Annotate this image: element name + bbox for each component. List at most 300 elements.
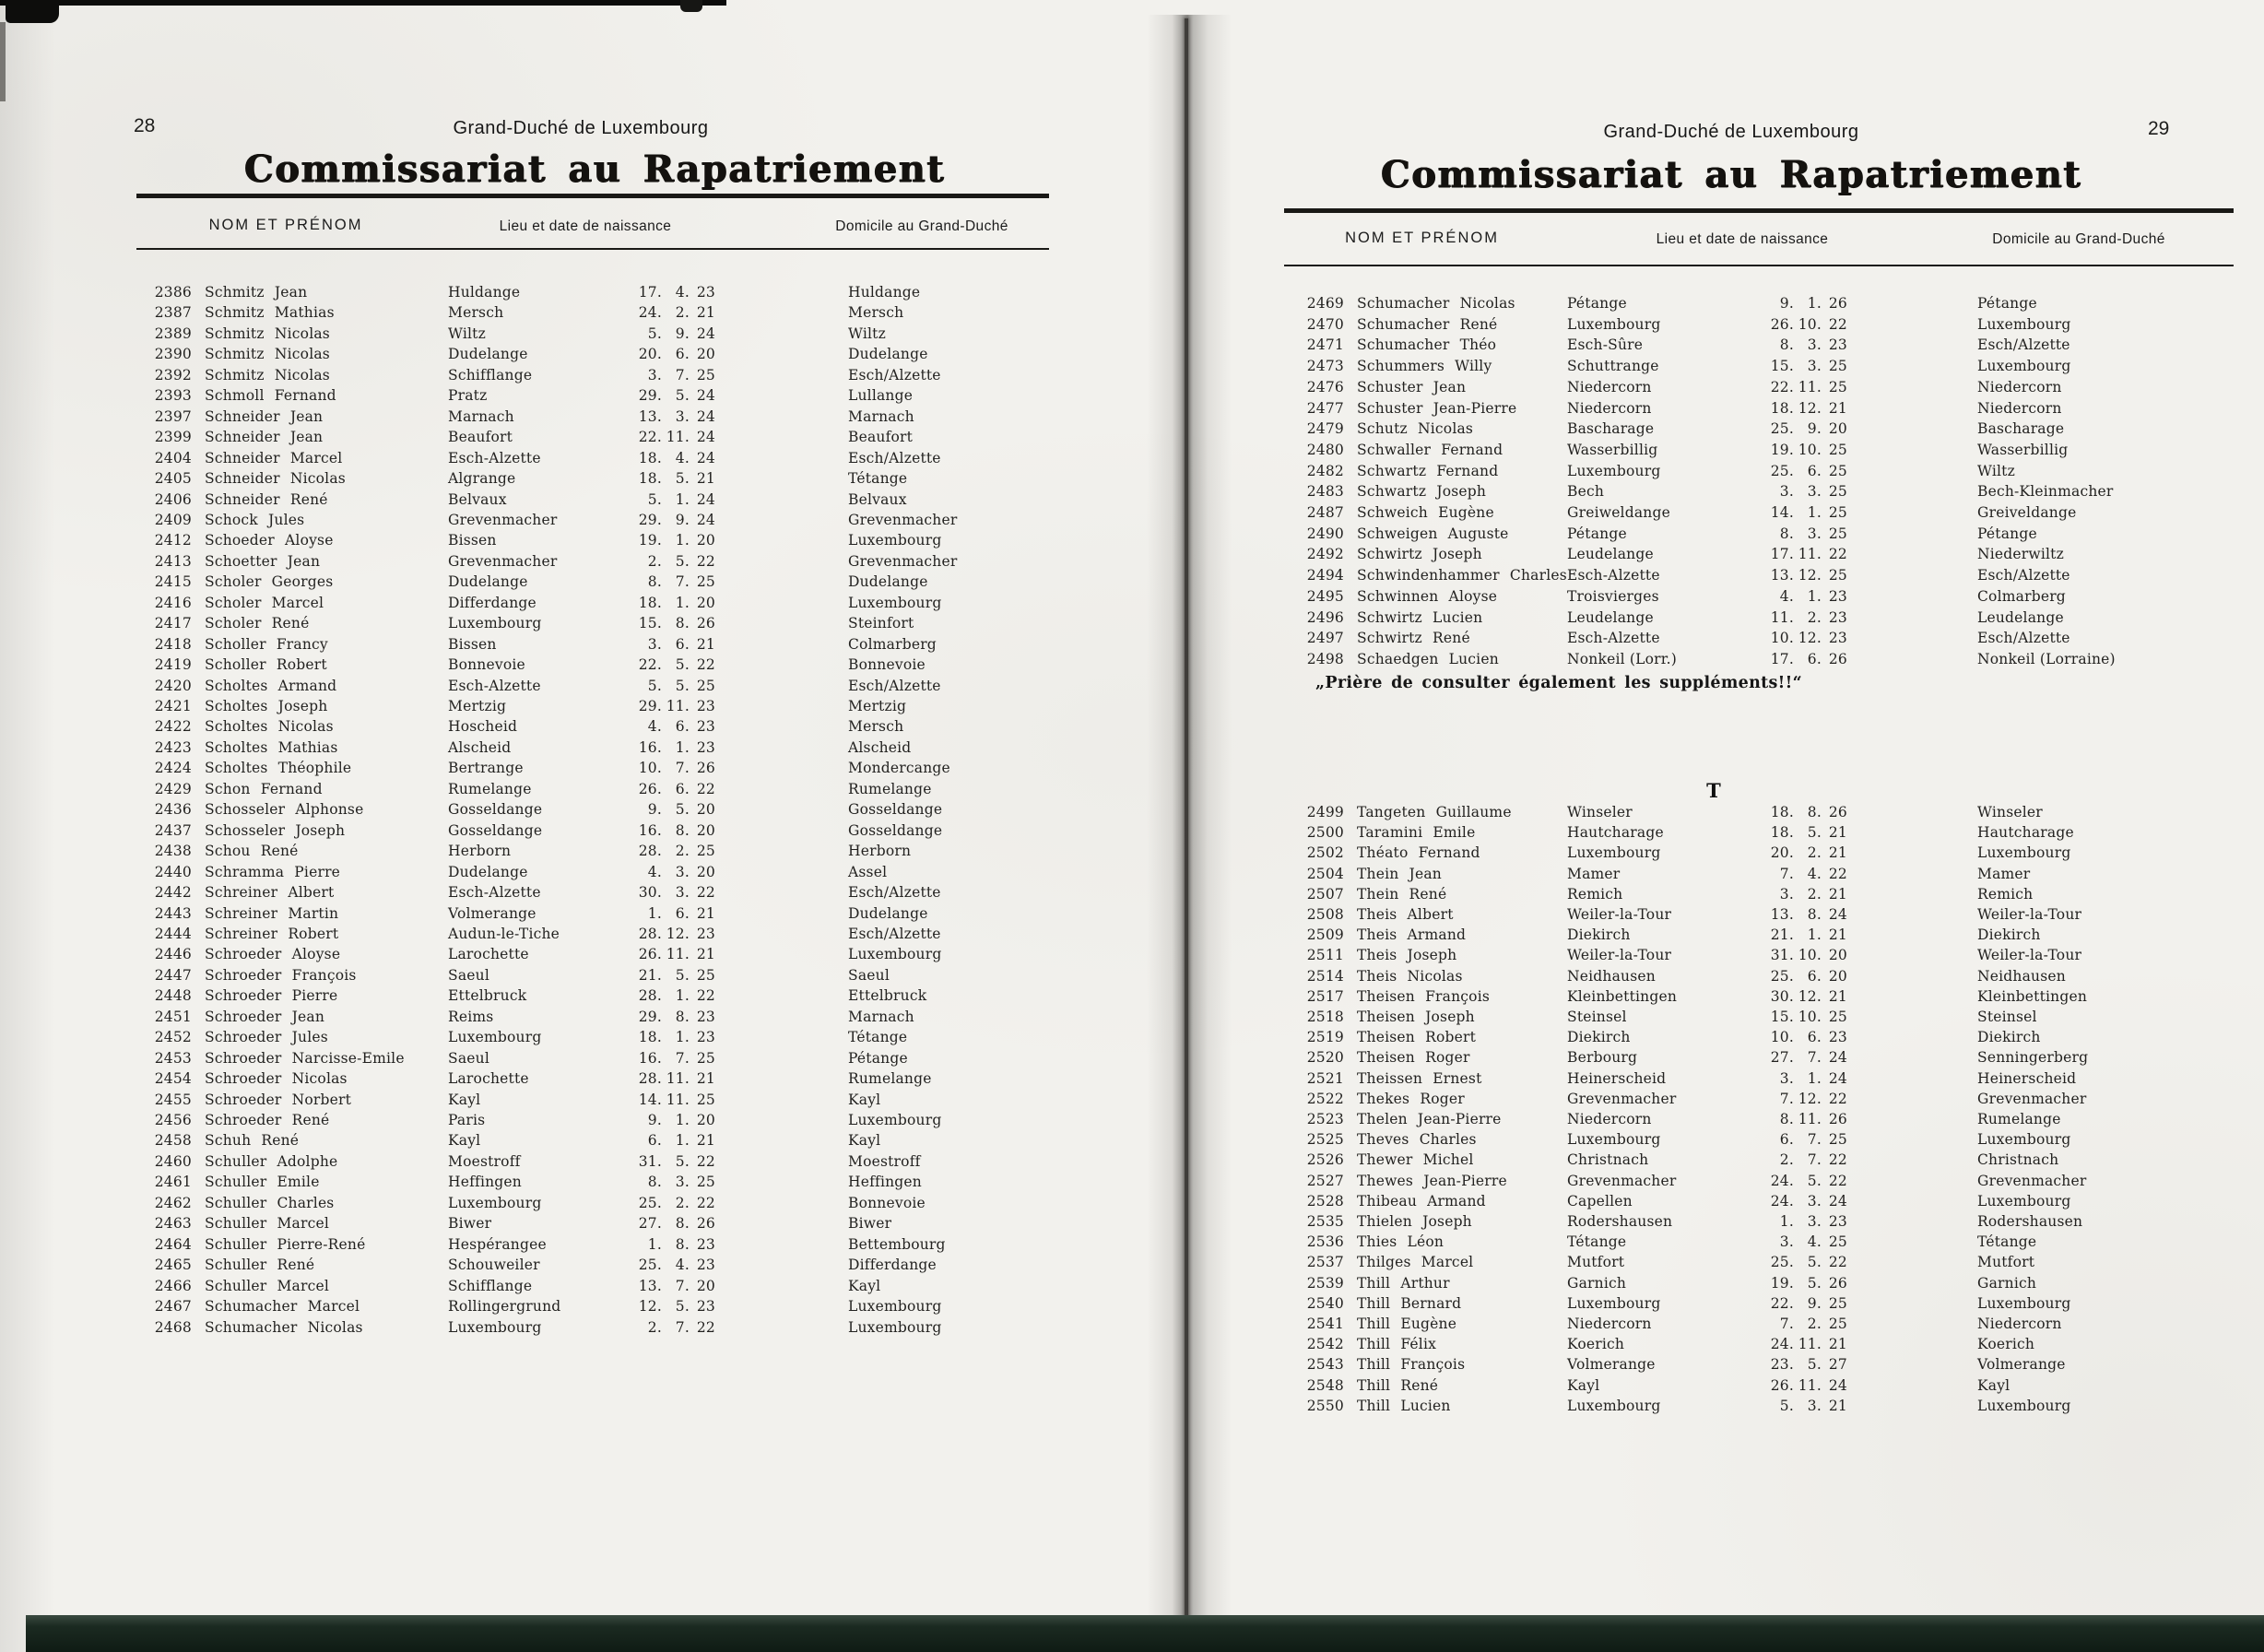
cell-month: 1. bbox=[675, 1112, 690, 1128]
cell-dom: Pétange bbox=[848, 1050, 908, 1067]
page-number-left: 28 bbox=[134, 115, 156, 136]
cell-num: 2518 bbox=[1306, 1009, 1344, 1025]
table-row bbox=[0, 1009, 2264, 1029]
cell-year: 25 bbox=[696, 573, 715, 590]
cell-dom: Rumelange bbox=[1977, 1111, 2061, 1127]
cell-num: 2442 bbox=[154, 884, 192, 901]
cell-birth: Kleinbettingen bbox=[1567, 988, 1678, 1005]
cell-year: 21 bbox=[696, 470, 715, 487]
cell-dom: Assel bbox=[848, 864, 888, 880]
cell-day: 26. bbox=[1770, 1377, 1794, 1394]
cell-num: 2519 bbox=[1306, 1029, 1344, 1045]
cell-dom: Weiler-la-Tour bbox=[1977, 906, 2082, 923]
cell-year: 20 bbox=[696, 346, 715, 362]
cell-day: 1. bbox=[647, 905, 662, 922]
cell-day: 17. bbox=[1770, 546, 1794, 562]
cell-name: Schroeder René bbox=[205, 1112, 330, 1128]
cell-year: 26 bbox=[1828, 804, 1847, 820]
cell-birth: Heinerscheid bbox=[1567, 1070, 1667, 1087]
cell-month: 1. bbox=[1807, 1070, 1822, 1087]
cell-dom: Tétange bbox=[848, 1029, 908, 1045]
cell-dom: Rumelange bbox=[848, 781, 932, 797]
cell-name: Schuller Charles bbox=[205, 1195, 335, 1211]
cell-year: 24 bbox=[696, 387, 715, 404]
cell-num: 2393 bbox=[154, 387, 192, 404]
cell-dom: Beaufort bbox=[848, 429, 914, 445]
cell-num: 2550 bbox=[1306, 1398, 1344, 1414]
cell-month: 5. bbox=[675, 553, 690, 570]
region-header-left: Grand-Duché de Luxembourg bbox=[453, 118, 709, 138]
cell-dom: Kayl bbox=[848, 1278, 881, 1294]
cell-name: Théato Fernand bbox=[1357, 844, 1480, 861]
table-row bbox=[0, 947, 2264, 967]
cell-day: 28. bbox=[638, 987, 662, 1004]
cell-name: Schock Jules bbox=[205, 512, 305, 528]
cell-birth: Niedercorn bbox=[1567, 1111, 1652, 1127]
cell-birth: Grevenmacher bbox=[1567, 1091, 1677, 1107]
cell-name: Schreiner Albert bbox=[205, 884, 335, 901]
cell-name: Theis Joseph bbox=[1357, 947, 1457, 963]
cell-year: 25 bbox=[696, 843, 715, 859]
cell-birth: Mutfort bbox=[1567, 1254, 1625, 1270]
cell-birth: Weiler-la-Tour bbox=[1567, 906, 1672, 923]
cell-dom: Luxembourg bbox=[1977, 1398, 2071, 1414]
cell-dom: Christnach bbox=[1977, 1151, 2059, 1168]
cell-day: 17. bbox=[638, 284, 662, 301]
cell-month: 5. bbox=[1807, 1254, 1822, 1270]
cell-num: 2523 bbox=[1306, 1111, 1344, 1127]
cell-day: 4. bbox=[647, 718, 662, 735]
cell-num: 2405 bbox=[154, 470, 192, 487]
cell-dom: Marnach bbox=[848, 408, 914, 425]
cell-month: 8. bbox=[1807, 906, 1822, 923]
cell-birth: Niedercorn bbox=[1567, 1316, 1652, 1332]
cell-dom: Luxembourg bbox=[1977, 358, 2071, 374]
table-row bbox=[0, 1091, 2264, 1111]
cell-year: 21 bbox=[1828, 926, 1847, 943]
cell-name: Schneider Marcel bbox=[205, 450, 343, 466]
cell-day: 25. bbox=[1770, 463, 1794, 479]
cell-month: 6. bbox=[675, 781, 690, 797]
cell-day: 7. bbox=[1779, 1316, 1794, 1332]
cell-num: 2514 bbox=[1306, 968, 1344, 985]
cell-name: Schneider Nicolas bbox=[205, 470, 346, 487]
cell-dom: Diekirch bbox=[1977, 1029, 2041, 1045]
cell-num: 2424 bbox=[154, 760, 192, 776]
cell-num: 2482 bbox=[1306, 463, 1344, 479]
cell-year: 26 bbox=[1828, 1275, 1847, 1292]
cell-num: 2387 bbox=[154, 304, 192, 321]
cell-year: 25 bbox=[1828, 1009, 1847, 1025]
cell-year: 25 bbox=[1828, 1131, 1847, 1148]
column-header-name-right: NOM ET PRÉNOM bbox=[1345, 230, 1499, 246]
table-row bbox=[0, 866, 2264, 886]
cell-month: 7. bbox=[675, 367, 690, 384]
cell-num: 2406 bbox=[154, 491, 192, 508]
cell-birth: Volmerange bbox=[448, 905, 537, 922]
cell-year: 21 bbox=[1828, 400, 1847, 417]
cell-dom: Bonnevoie bbox=[848, 656, 926, 673]
cell-year: 24 bbox=[1828, 1049, 1847, 1066]
cell-day: 7. bbox=[1779, 1091, 1794, 1107]
cell-birth: Berbourg bbox=[1567, 1049, 1638, 1066]
table-row bbox=[0, 1049, 2264, 1069]
cell-dom: Tétange bbox=[1977, 1233, 2037, 1250]
cell-dom: Moestroff bbox=[848, 1153, 921, 1170]
cell-name: Schreiner Martin bbox=[205, 905, 339, 922]
cell-num: 2460 bbox=[154, 1153, 192, 1170]
cell-num: 2471 bbox=[1306, 336, 1344, 353]
table-row bbox=[0, 1213, 2264, 1233]
cell-year: 22 bbox=[696, 1319, 715, 1336]
cell-birth: Ettelbruck bbox=[448, 987, 527, 1004]
cell-month: 5. bbox=[675, 387, 690, 404]
cell-month: 5. bbox=[675, 801, 690, 818]
cell-name: Schroeder Narcisse-Emile bbox=[205, 1050, 405, 1067]
cell-month: 11. bbox=[1798, 1377, 1822, 1394]
cell-day: 3. bbox=[1779, 1070, 1794, 1087]
cell-year: 21 bbox=[696, 946, 715, 962]
cell-name: Thill Félix bbox=[1357, 1336, 1437, 1352]
cell-name: Schweich Eugène bbox=[1357, 504, 1494, 521]
cell-birth: Christnach bbox=[1567, 1151, 1649, 1168]
cell-dom: Volmerange bbox=[1977, 1356, 2066, 1373]
cell-day: 8. bbox=[647, 573, 662, 590]
cell-month: 8. bbox=[675, 615, 690, 631]
cell-birth: Pétange bbox=[1567, 525, 1627, 542]
cell-month: 10. bbox=[1798, 947, 1822, 963]
cell-num: 2446 bbox=[154, 946, 192, 962]
cell-num: 2390 bbox=[154, 346, 192, 362]
cell-dom: Niedercorn bbox=[1977, 1316, 2062, 1332]
cell-year: 25 bbox=[1828, 442, 1847, 458]
cell-name: Theis Albert bbox=[1357, 906, 1454, 923]
cell-birth: Herborn bbox=[448, 843, 512, 859]
cell-month: 4. bbox=[1807, 866, 1822, 882]
cell-birth: Larochette bbox=[448, 946, 529, 962]
cell-day: 16. bbox=[638, 822, 662, 839]
cell-month: 6. bbox=[675, 905, 690, 922]
cell-birth: Moestroff bbox=[448, 1153, 521, 1170]
cell-year: 22 bbox=[1828, 866, 1847, 882]
cell-year: 25 bbox=[1828, 358, 1847, 374]
cell-day: 18. bbox=[1770, 400, 1794, 417]
cell-year: 25 bbox=[696, 367, 715, 384]
cell-name: Schuller Pierre-René bbox=[205, 1236, 366, 1253]
table-row bbox=[0, 1377, 2264, 1398]
cell-name: Thewes Jean-Pierre bbox=[1357, 1173, 1507, 1189]
cell-year: 21 bbox=[1828, 1336, 1847, 1352]
cell-year: 25 bbox=[1828, 567, 1847, 584]
table-row bbox=[0, 1151, 2264, 1172]
cell-month: 7. bbox=[1807, 1151, 1822, 1168]
cell-name: Scholler Robert bbox=[205, 656, 327, 673]
cell-num: 2527 bbox=[1306, 1173, 1344, 1189]
cell-day: 23. bbox=[1770, 1356, 1794, 1373]
cell-name: Schroeder François bbox=[205, 967, 357, 984]
cell-day: 29. bbox=[638, 512, 662, 528]
cell-num: 2436 bbox=[154, 801, 192, 818]
cell-month: 5. bbox=[675, 656, 690, 673]
cell-month: 2. bbox=[675, 1195, 690, 1211]
cell-num: 2500 bbox=[1306, 824, 1344, 841]
cell-month: 10. bbox=[1798, 1009, 1822, 1025]
cell-month: 7. bbox=[675, 1278, 690, 1294]
cell-num: 2526 bbox=[1306, 1151, 1344, 1168]
cell-month: 3. bbox=[1807, 483, 1822, 500]
cell-year: 24 bbox=[696, 450, 715, 466]
cell-day: 29. bbox=[638, 698, 662, 714]
cell-month: 3. bbox=[675, 408, 690, 425]
cell-name: Scholtes Armand bbox=[205, 678, 337, 694]
cell-name: Thielen Joseph bbox=[1357, 1213, 1472, 1230]
cell-day: 16. bbox=[638, 739, 662, 756]
cell-name: Schumacher Nicolas bbox=[1357, 295, 1515, 312]
cell-name: Scholer Marcel bbox=[205, 595, 324, 611]
cell-num: 2452 bbox=[154, 1029, 192, 1045]
cell-month: 7. bbox=[1807, 1131, 1822, 1148]
cell-num: 2543 bbox=[1306, 1356, 1344, 1373]
cell-dom: Kayl bbox=[848, 1092, 881, 1108]
cell-num: 2386 bbox=[154, 284, 192, 301]
cell-num: 2455 bbox=[154, 1092, 192, 1108]
cell-month: 1. bbox=[1807, 926, 1822, 943]
cell-name: Thein René bbox=[1357, 886, 1447, 903]
cell-year: 20 bbox=[696, 822, 715, 839]
cell-year: 22 bbox=[1828, 546, 1847, 562]
cell-birth: Niedercorn bbox=[1567, 379, 1652, 395]
cell-num: 2477 bbox=[1306, 400, 1344, 417]
cell-birth: Grevenmacher bbox=[448, 512, 558, 528]
cell-month: 3. bbox=[1807, 1193, 1822, 1210]
cell-month: 3. bbox=[675, 1174, 690, 1190]
cell-month: 1. bbox=[1807, 588, 1822, 605]
cell-month: 8. bbox=[1807, 804, 1822, 820]
cell-name: Theisen Robert bbox=[1357, 1029, 1477, 1045]
cell-year: 24 bbox=[1828, 906, 1847, 923]
cell-month: 3. bbox=[1807, 1213, 1822, 1230]
cell-month: 9. bbox=[675, 325, 690, 342]
cell-month: 8. bbox=[675, 1215, 690, 1232]
cell-month: 3. bbox=[1807, 1398, 1822, 1414]
cell-dom: Grevenmacher bbox=[848, 553, 958, 570]
cell-birth: Winseler bbox=[1567, 804, 1633, 820]
cell-dom: Dudelange bbox=[848, 346, 928, 362]
cell-num: 2444 bbox=[154, 926, 192, 942]
cell-month: 7. bbox=[1807, 1049, 1822, 1066]
cell-day: 10. bbox=[1770, 1029, 1794, 1045]
cell-month: 4. bbox=[1807, 1233, 1822, 1250]
cell-birth: Garnich bbox=[1567, 1275, 1627, 1292]
cell-dom: Esch/Alzette bbox=[1977, 630, 2070, 646]
cell-num: 2399 bbox=[154, 429, 192, 445]
cell-birth: Gosseldange bbox=[448, 801, 543, 818]
cell-day: 28. bbox=[638, 843, 662, 859]
cell-dom: Kayl bbox=[848, 1132, 881, 1149]
cell-year: 20 bbox=[696, 1278, 715, 1294]
cell-num: 2429 bbox=[154, 781, 192, 797]
cell-year: 22 bbox=[696, 884, 715, 901]
cell-month: 11. bbox=[1798, 546, 1822, 562]
cell-name: Schroeder Aloyse bbox=[205, 946, 341, 962]
cell-day: 25. bbox=[638, 1257, 662, 1273]
cell-num: 2483 bbox=[1306, 483, 1344, 500]
cell-month: 6. bbox=[675, 718, 690, 735]
cell-day: 5. bbox=[1779, 1398, 1794, 1414]
table-row bbox=[0, 1173, 2264, 1193]
cell-year: 25 bbox=[1828, 1295, 1847, 1312]
cell-num: 2461 bbox=[154, 1174, 192, 1190]
cell-num: 2462 bbox=[154, 1195, 192, 1211]
cell-name: Schmitz Mathias bbox=[205, 304, 335, 321]
cell-name: Thewer Michel bbox=[1357, 1151, 1474, 1168]
cell-num: 2548 bbox=[1306, 1377, 1344, 1394]
cell-dom: Steinsel bbox=[1977, 1009, 2037, 1025]
cell-name: Schroeder Nicolas bbox=[205, 1070, 348, 1087]
cell-birth: Audun-le-Tiche bbox=[448, 926, 560, 942]
cell-year: 21 bbox=[696, 304, 715, 321]
cell-num: 2496 bbox=[1306, 609, 1344, 626]
cell-year: 22 bbox=[1828, 316, 1847, 333]
cell-name: Schuller Adolphe bbox=[205, 1153, 338, 1170]
cell-month: 8. bbox=[675, 1009, 690, 1025]
cell-month: 2. bbox=[675, 843, 690, 859]
cell-month: 1. bbox=[1807, 504, 1822, 521]
cell-num: 2419 bbox=[154, 656, 192, 673]
cell-year: 23 bbox=[1828, 630, 1847, 646]
cell-num: 2498 bbox=[1306, 651, 1344, 667]
cell-dom: Luxembourg bbox=[848, 532, 942, 549]
table-row bbox=[0, 844, 2264, 865]
cell-year: 23 bbox=[696, 718, 715, 735]
cell-day: 8. bbox=[1779, 525, 1794, 542]
cell-month: 5. bbox=[675, 1153, 690, 1170]
cell-year: 25 bbox=[696, 967, 715, 984]
cell-dom: Nonkeil (Lorraine) bbox=[1977, 651, 2116, 667]
cell-day: 18. bbox=[638, 595, 662, 611]
cell-name: Schroeder Norbert bbox=[205, 1092, 352, 1108]
table-row bbox=[0, 1275, 2264, 1295]
cell-day: 13. bbox=[1770, 906, 1794, 923]
cell-num: 2467 bbox=[154, 1298, 192, 1315]
cell-dom: Gosseldange bbox=[848, 822, 943, 839]
cell-month: 7. bbox=[675, 1050, 690, 1067]
cell-day: 24. bbox=[638, 304, 662, 321]
cell-num: 2389 bbox=[154, 325, 192, 342]
cell-month: 5. bbox=[675, 470, 690, 487]
table-row bbox=[0, 804, 2264, 824]
cell-year: 23 bbox=[696, 1236, 715, 1253]
cell-num: 2413 bbox=[154, 553, 192, 570]
cell-month: 5. bbox=[1807, 1275, 1822, 1292]
cell-month: 12. bbox=[666, 926, 690, 942]
cell-name: Thill François bbox=[1357, 1356, 1466, 1373]
cell-name: Scholler Francy bbox=[205, 636, 328, 653]
cell-name: Schutz Nicolas bbox=[1357, 420, 1474, 437]
cell-birth: Luxembourg bbox=[1567, 463, 1661, 479]
cell-name: Schreiner Robert bbox=[205, 926, 339, 942]
cell-month: 6. bbox=[1807, 463, 1822, 479]
cell-month: 1. bbox=[675, 1029, 690, 1045]
cell-year: 20 bbox=[1828, 968, 1847, 985]
cell-day: 29. bbox=[638, 1009, 662, 1025]
cell-month: 4. bbox=[675, 450, 690, 466]
supplements-note: „Prière de consulter également les suppléments!!“ bbox=[1315, 674, 1802, 692]
cell-dom: Senningerberg bbox=[1977, 1049, 2089, 1066]
cell-month: 6. bbox=[1807, 1029, 1822, 1045]
cell-name: Schwaller Fernand bbox=[1357, 442, 1503, 458]
cell-year: 21 bbox=[1828, 824, 1847, 841]
cell-year: 25 bbox=[1828, 504, 1847, 521]
cell-day: 21. bbox=[1770, 926, 1794, 943]
cell-day: 18. bbox=[638, 470, 662, 487]
cell-dom: Rodershausen bbox=[1977, 1213, 2083, 1230]
cell-year: 23 bbox=[1828, 1213, 1847, 1230]
cell-dom: Diekirch bbox=[1977, 926, 2041, 943]
cell-name: Schumacher Théo bbox=[1357, 336, 1497, 353]
cell-dom: Mersch bbox=[848, 718, 904, 735]
cell-num: 2418 bbox=[154, 636, 192, 653]
cell-birth: Pratz bbox=[448, 387, 488, 404]
cell-dom: Grevenmacher bbox=[1977, 1173, 2087, 1189]
column-header-birth-left: Lieu et date de naissance bbox=[499, 218, 672, 234]
cell-name: Scholer René bbox=[205, 615, 310, 631]
cell-name: Schummers Willy bbox=[1357, 358, 1492, 374]
cell-year: 25 bbox=[1828, 1316, 1847, 1332]
cell-year: 21 bbox=[696, 1132, 715, 1149]
cell-num: 2469 bbox=[1306, 295, 1344, 312]
cell-year: 25 bbox=[1828, 525, 1847, 542]
cell-name: Thill Eugène bbox=[1357, 1316, 1457, 1332]
cell-day: 31. bbox=[1770, 947, 1794, 963]
cell-day: 10. bbox=[638, 760, 662, 776]
cell-year: 25 bbox=[696, 1174, 715, 1190]
cell-month: 12. bbox=[1798, 400, 1822, 417]
cell-birth: Grevenmacher bbox=[1567, 1173, 1677, 1189]
cell-year: 22 bbox=[696, 553, 715, 570]
cell-dom: Pétange bbox=[1977, 525, 2037, 542]
cell-month: 6. bbox=[1807, 651, 1822, 667]
cell-dom: Mondercange bbox=[848, 760, 950, 776]
cell-name: Schneider Jean bbox=[205, 429, 324, 445]
cell-name: Schroeder Jules bbox=[205, 1029, 328, 1045]
cell-day: 18. bbox=[1770, 804, 1794, 820]
cell-dom: Differdange bbox=[848, 1257, 937, 1273]
cell-dom: Hautcharage bbox=[1977, 824, 2074, 841]
cell-birth: Kayl bbox=[448, 1092, 481, 1108]
cell-birth: Leudelange bbox=[1567, 609, 1654, 626]
cell-year: 23 bbox=[696, 1298, 715, 1315]
cell-year: 25 bbox=[1828, 379, 1847, 395]
cell-birth: Bonnevoie bbox=[448, 656, 525, 673]
cell-dom: Pétange bbox=[1977, 295, 2037, 312]
table-row bbox=[0, 1398, 2264, 1418]
cell-year: 23 bbox=[696, 1009, 715, 1025]
cell-year: 24 bbox=[696, 429, 715, 445]
cell-month: 3. bbox=[1807, 525, 1822, 542]
cell-month: 5. bbox=[675, 1298, 690, 1315]
cell-day: 15. bbox=[1770, 1009, 1794, 1025]
table-row bbox=[0, 1316, 2264, 1336]
cell-day: 21. bbox=[638, 967, 662, 984]
cell-day: 18. bbox=[638, 1029, 662, 1045]
cell-dom: Luxembourg bbox=[848, 946, 942, 962]
cell-dom: Dudelange bbox=[848, 905, 928, 922]
cell-day: 15. bbox=[638, 615, 662, 631]
cell-dom: Bettembourg bbox=[848, 1236, 946, 1253]
cell-year: 24 bbox=[696, 325, 715, 342]
cell-month: 2. bbox=[1807, 886, 1822, 903]
